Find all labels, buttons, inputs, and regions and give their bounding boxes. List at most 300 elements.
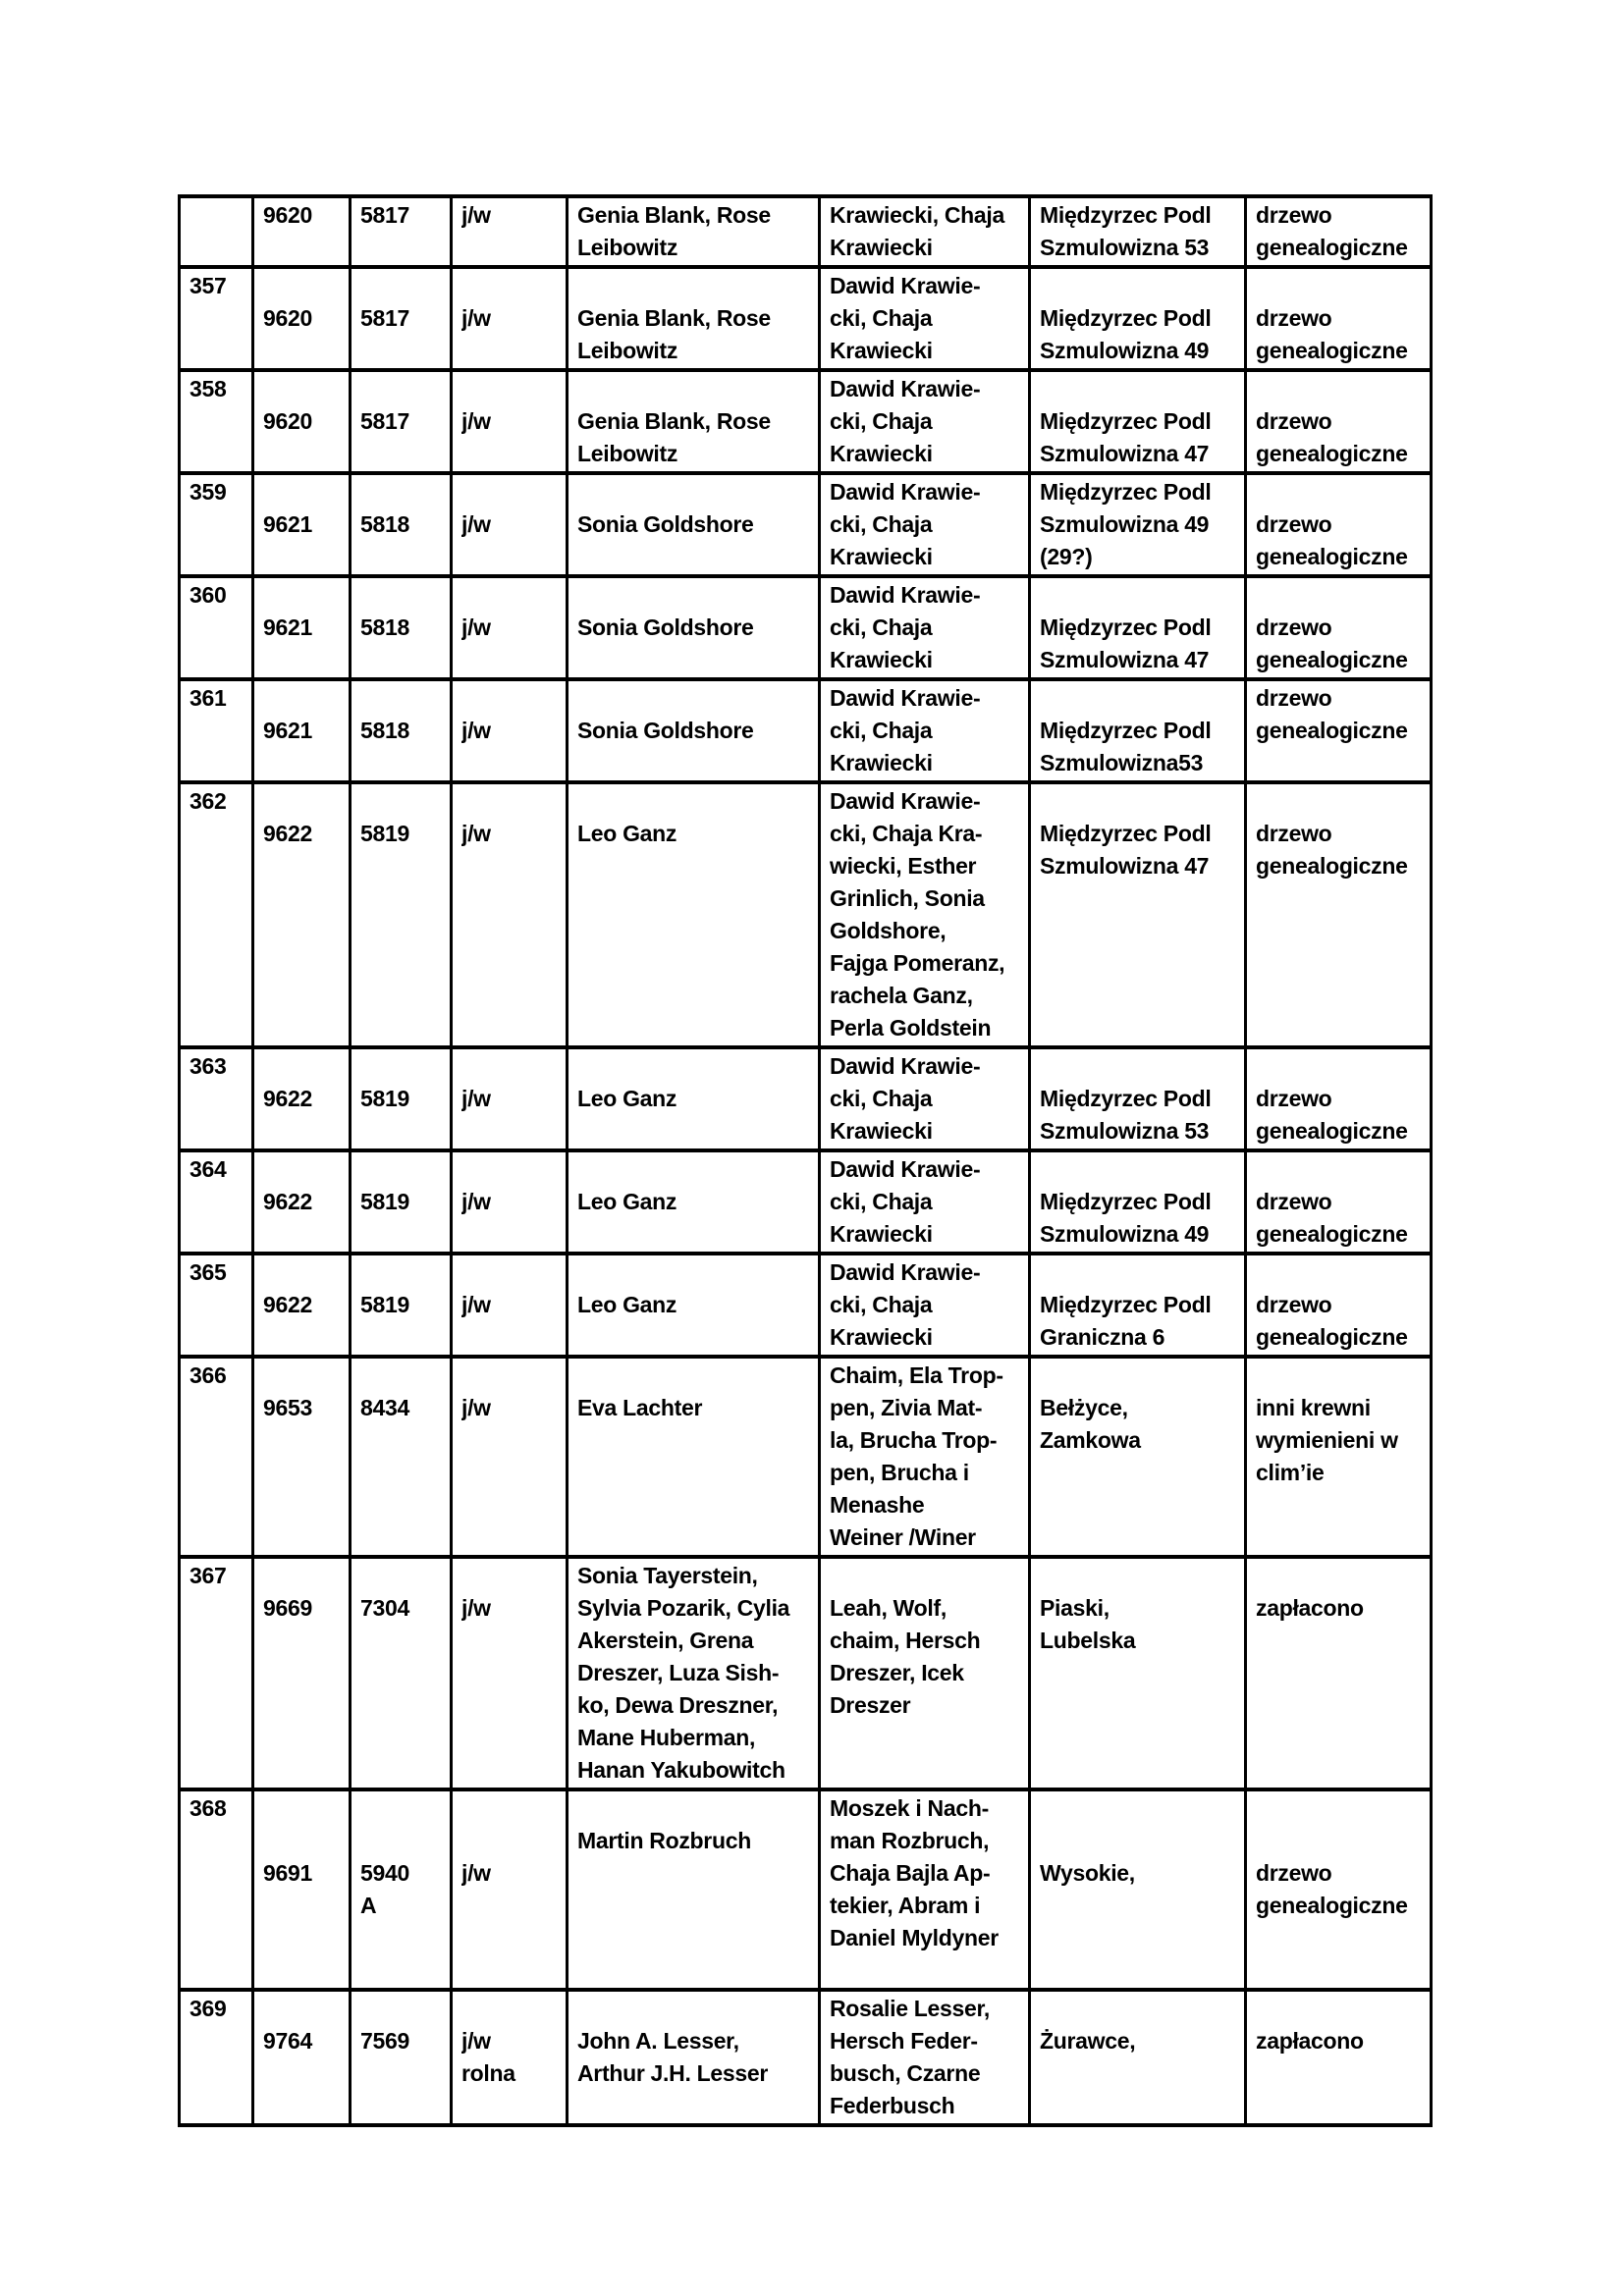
address-cell — [1030, 1789, 1246, 1990]
cell-line — [263, 1256, 340, 1289]
cell-line: 9653 — [263, 1395, 312, 1420]
cell-line: Dawid Krawie- — [830, 582, 981, 608]
cell-line — [360, 476, 441, 508]
cell-line: Międzyrzec Podl — [1040, 1189, 1212, 1214]
senders-cell — [568, 1047, 820, 1150]
type-cell — [452, 1557, 568, 1789]
cell-line: busch, Czarne — [830, 2060, 981, 2086]
cell-line: Szmulowizna53 — [1040, 750, 1204, 775]
cell-line: j/w — [461, 1086, 491, 1111]
cell-line: Arthur J.H. Lesser — [577, 2060, 768, 2086]
cell-line: j/w — [461, 2028, 491, 2054]
cell-line — [577, 1256, 809, 1289]
address-cell — [1030, 370, 1246, 473]
cell-line: 9764 — [263, 2028, 312, 2054]
address-cell — [1030, 576, 1246, 679]
cell-line: Szmulowizna 53 — [1040, 1118, 1210, 1144]
cell-line: Międzyrzec Podl — [1040, 614, 1212, 640]
cell-line: zapłacono — [1256, 1595, 1364, 1621]
cell-line: 5819 — [360, 821, 409, 846]
cell-line: j/w — [461, 1189, 491, 1214]
address-cell — [1030, 1150, 1246, 1254]
cell-line: drzewo — [1256, 305, 1332, 331]
cell-line: genealogiczne — [1256, 235, 1408, 260]
cell-line — [1256, 1560, 1421, 1592]
cell-line: rachela Ganz, — [830, 983, 973, 1008]
cell-line: drzewo — [1256, 1860, 1332, 1886]
remarks-cell — [1246, 370, 1432, 473]
table-row — [180, 267, 1432, 370]
cell-line: 9620 — [263, 408, 312, 434]
cell-line: Szmulowizna 47 — [1040, 647, 1210, 672]
cell-line: pen, Zivia Mat- — [830, 1395, 983, 1420]
row-number-cell — [180, 782, 253, 1047]
cell-line: 9620 — [263, 202, 312, 228]
cell-line — [1040, 373, 1235, 405]
cell-line: j/w — [461, 305, 491, 331]
cell-line: 365 — [189, 1259, 227, 1285]
archive-number-cell — [351, 1357, 452, 1557]
cell-line: j/w — [461, 1292, 491, 1317]
reference-number-cell — [253, 782, 351, 1047]
cell-line: ko, Dewa Dreszner, — [577, 1692, 779, 1718]
addressees-cell — [820, 267, 1030, 370]
cell-line: 369 — [189, 1996, 227, 2021]
cell-line: Sonia Goldshore — [577, 614, 754, 640]
row-number-cell — [180, 1047, 253, 1150]
cell-line — [1256, 579, 1421, 612]
reference-number-cell — [253, 1254, 351, 1357]
cell-line: Akerstein, Grena — [577, 1628, 754, 1653]
cell-line: cki, Chaja — [830, 1189, 933, 1214]
reference-number-cell — [253, 473, 351, 576]
cell-line: Lubelska — [1040, 1628, 1136, 1653]
address-cell — [1030, 1254, 1246, 1357]
cell-line: genealogiczne — [1256, 647, 1408, 672]
cell-line: 5817 — [360, 202, 409, 228]
table-row — [180, 1557, 1432, 1789]
cell-line — [461, 1825, 557, 1857]
addressees-cell — [820, 1047, 1030, 1150]
cell-line — [1256, 373, 1421, 405]
reference-number-cell — [253, 196, 351, 267]
cell-line — [360, 1560, 441, 1592]
cell-line: Szmulowizna 49 — [1040, 338, 1210, 363]
cell-line: Dreszer, Luza Sish- — [577, 1660, 780, 1685]
cell-line — [360, 373, 441, 405]
reference-number-cell — [253, 1789, 351, 1990]
cell-line: genealogiczne — [1256, 1118, 1408, 1144]
table-row — [180, 782, 1432, 1047]
archive-number-cell — [351, 1047, 452, 1150]
cell-line — [1256, 1993, 1421, 2025]
cell-line — [1040, 785, 1235, 818]
row-number-cell — [180, 267, 253, 370]
addressees-cell — [820, 1150, 1030, 1254]
cell-line: 366 — [189, 1362, 227, 1388]
cell-line — [263, 682, 340, 715]
cell-line: Goldshore, — [830, 918, 947, 943]
cell-line — [263, 579, 340, 612]
cell-line: Dawid Krawie- — [830, 1259, 981, 1285]
cell-line: Hersch Feder- — [830, 2028, 978, 2054]
cell-line — [1040, 1560, 1235, 1592]
senders-cell — [568, 1557, 820, 1789]
cell-line: Krawiecki — [830, 647, 933, 672]
cell-line: 9622 — [263, 821, 312, 846]
senders-cell — [568, 370, 820, 473]
cell-line: Leo Ganz — [577, 1189, 677, 1214]
cell-line — [461, 373, 557, 405]
cell-line: Międzyrzec Podl — [1040, 1086, 1212, 1111]
cell-line: chaim, Hersch — [830, 1628, 981, 1653]
cell-line: 7304 — [360, 1595, 409, 1621]
cell-line: Dreszer — [830, 1692, 911, 1718]
cell-line: genealogiczne — [1256, 338, 1408, 363]
cell-line — [1040, 579, 1235, 612]
address-cell — [1030, 267, 1246, 370]
cell-line — [461, 1792, 557, 1825]
type-cell — [452, 1254, 568, 1357]
cell-line: Chaim, Ela Trop- — [830, 1362, 1003, 1388]
table-row — [180, 679, 1432, 782]
cell-line — [1256, 270, 1421, 302]
remarks-cell — [1246, 267, 1432, 370]
type-cell — [452, 370, 568, 473]
cell-line: 7569 — [360, 2028, 409, 2054]
cell-line: 8434 — [360, 1395, 409, 1420]
table-row — [180, 196, 1432, 267]
cell-line: Federbusch — [830, 2093, 955, 2118]
reference-number-cell — [253, 1150, 351, 1254]
reference-number-cell — [253, 1557, 351, 1789]
remarks-cell — [1246, 1557, 1432, 1789]
senders-cell — [568, 1357, 820, 1557]
cell-line — [1256, 1825, 1421, 1857]
cell-line — [461, 1153, 557, 1186]
cell-line — [577, 476, 809, 508]
table-row — [180, 473, 1432, 576]
cell-line: Krawiecki — [830, 750, 933, 775]
cell-line — [461, 682, 557, 715]
senders-cell — [568, 267, 820, 370]
reference-number-cell — [253, 1990, 351, 2125]
cell-line: Sylvia Pozarik, Cylia — [577, 1595, 790, 1621]
table-row — [180, 370, 1432, 473]
archive-number-cell — [351, 1150, 452, 1254]
cell-line: Leah, Wolf, — [830, 1595, 947, 1621]
cell-line: rolna — [461, 2060, 515, 2086]
cell-line: cki, Chaja — [830, 305, 933, 331]
cell-line — [263, 785, 340, 818]
cell-line — [577, 1993, 809, 2025]
cell-line: 361 — [189, 685, 227, 711]
table-row — [180, 1990, 1432, 2125]
cell-line: Krawiecki — [830, 1324, 933, 1350]
cell-line: cki, Chaja — [830, 718, 933, 743]
cell-line — [360, 270, 441, 302]
cell-line — [461, 476, 557, 508]
cell-line: 5818 — [360, 511, 409, 537]
cell-line: 9691 — [263, 1860, 312, 1886]
cell-line: j/w — [461, 1860, 491, 1886]
cell-line — [461, 579, 557, 612]
cell-line: cki, Chaja — [830, 511, 933, 537]
cell-line — [461, 1050, 557, 1083]
addressees-cell — [820, 1990, 1030, 2125]
correspondence-register-table — [178, 194, 1433, 2127]
type-cell — [452, 1990, 568, 2125]
cell-line: 9621 — [263, 614, 312, 640]
cell-line — [263, 476, 340, 508]
cell-line: genealogiczne — [1256, 853, 1408, 879]
archive-number-cell — [351, 1557, 452, 1789]
addressees-cell — [820, 1357, 1030, 1557]
senders-cell — [568, 576, 820, 679]
cell-line: Leibowitz — [577, 338, 678, 363]
senders-cell — [568, 1789, 820, 1990]
cell-line: Genia Blank, Rose — [577, 408, 771, 434]
type-cell — [452, 782, 568, 1047]
senders-cell — [568, 1254, 820, 1357]
cell-line: j/w — [461, 718, 491, 743]
senders-cell — [568, 473, 820, 576]
row-number-cell — [180, 196, 253, 267]
cell-line: j/w — [461, 1595, 491, 1621]
cell-line: Sonia Goldshore — [577, 718, 754, 743]
cell-line: 9621 — [263, 718, 312, 743]
cell-line — [1256, 476, 1421, 508]
cell-line — [461, 785, 557, 818]
cell-line: zapłacono — [1256, 2028, 1364, 2054]
cell-line — [263, 270, 340, 302]
cell-line — [577, 1153, 809, 1186]
cell-line: drzewo — [1256, 821, 1332, 846]
cell-line: 5818 — [360, 718, 409, 743]
cell-line: Daniel Myldyner — [830, 1925, 999, 1950]
row-number-cell — [180, 1789, 253, 1990]
cell-line — [461, 1560, 557, 1592]
cell-line: genealogiczne — [1256, 718, 1408, 743]
cell-line — [1256, 1153, 1421, 1186]
cell-line: drzewo — [1256, 614, 1332, 640]
type-cell — [452, 473, 568, 576]
cell-line: cki, Chaja — [830, 408, 933, 434]
cell-line — [1256, 1792, 1421, 1825]
addressees-cell — [820, 782, 1030, 1047]
cell-line: Międzyrzec Podl — [1040, 1292, 1212, 1317]
addressees-cell — [820, 1254, 1030, 1357]
cell-line — [360, 1792, 441, 1825]
cell-line: 9622 — [263, 1292, 312, 1317]
cell-line — [577, 1792, 809, 1825]
cell-line: Szmulowizna 47 — [1040, 441, 1210, 466]
cell-line: Graniczna 6 — [1040, 1324, 1165, 1350]
cell-line: j/w — [461, 1395, 491, 1420]
cell-line: genealogiczne — [1256, 1893, 1408, 1918]
senders-cell — [568, 1990, 820, 2125]
senders-cell — [568, 679, 820, 782]
cell-line — [1040, 1360, 1235, 1392]
addressees-cell — [820, 1789, 1030, 1990]
cell-line: Piaski, — [1040, 1595, 1110, 1621]
cell-line: Weiner /Winer — [830, 1524, 976, 1550]
remarks-cell — [1246, 1990, 1432, 2125]
cell-line: man Rozbruch, — [830, 1828, 990, 1853]
cell-line: John A. Lesser, — [577, 2028, 739, 2054]
cell-line — [830, 1560, 1019, 1592]
cell-line: 357 — [189, 273, 227, 298]
cell-line: Krawiecki, Chaja — [830, 202, 1005, 228]
cell-line: Krawiecki — [830, 338, 933, 363]
cell-line: Rosalie Lesser, — [830, 1996, 990, 2021]
cell-line: 9620 — [263, 305, 312, 331]
cell-line — [263, 1993, 340, 2025]
archive-number-cell — [351, 1990, 452, 2125]
cell-line — [1256, 785, 1421, 818]
senders-cell — [568, 1150, 820, 1254]
cell-line: 9621 — [263, 511, 312, 537]
cell-line: 9622 — [263, 1086, 312, 1111]
remarks-cell — [1246, 473, 1432, 576]
cell-line: pen, Brucha i — [830, 1460, 969, 1485]
cell-line: Krawiecki — [830, 441, 933, 466]
archive-number-cell — [351, 1254, 452, 1357]
cell-line: Genia Blank, Rose — [577, 305, 771, 331]
archive-number-cell — [351, 473, 452, 576]
cell-line: Moszek i Nach- — [830, 1795, 989, 1821]
cell-line: Krawiecki — [830, 544, 933, 569]
archive-number-cell — [351, 576, 452, 679]
reference-number-cell — [253, 267, 351, 370]
cell-line: Międzyrzec Podl — [1040, 718, 1212, 743]
remarks-cell — [1246, 1254, 1432, 1357]
cell-line: drzewo — [1256, 511, 1332, 537]
cell-line: Leibowitz — [577, 235, 678, 260]
cell-line: Dawid Krawie- — [830, 685, 981, 711]
cell-line: Szmulowizna 49 — [1040, 1221, 1210, 1247]
cell-line: wiecki, Esther — [830, 853, 977, 879]
cell-line: A — [360, 1893, 377, 1918]
type-cell — [452, 1150, 568, 1254]
cell-line — [461, 1256, 557, 1289]
cell-line — [1256, 1256, 1421, 1289]
table-row — [180, 1047, 1432, 1150]
cell-line: j/w — [461, 614, 491, 640]
row-number-cell — [180, 576, 253, 679]
archive-number-cell — [351, 679, 452, 782]
reference-number-cell — [253, 1357, 351, 1557]
address-cell — [1030, 1990, 1246, 2125]
cell-line: Eva Lachter — [577, 1395, 703, 1420]
cell-line: 368 — [189, 1795, 227, 1821]
cell-line — [461, 1360, 557, 1392]
cell-line: Dawid Krawie- — [830, 1053, 981, 1079]
cell-line: Wysokie, — [1040, 1860, 1135, 1886]
type-cell — [452, 1047, 568, 1150]
row-number-cell — [180, 1990, 253, 2125]
cell-line — [1040, 1792, 1235, 1825]
cell-line — [577, 1360, 809, 1392]
cell-line: Dawid Krawie- — [830, 1156, 981, 1182]
cell-line — [1040, 1993, 1235, 2025]
cell-line: Martin Rozbruch — [577, 1828, 751, 1853]
archive-number-cell — [351, 1789, 452, 1990]
cell-line: genealogiczne — [1256, 1324, 1408, 1350]
type-cell — [452, 1357, 568, 1557]
cell-line: Bełżyce, — [1040, 1395, 1128, 1420]
cell-line: j/w — [461, 821, 491, 846]
cell-line: j/w — [461, 408, 491, 434]
cell-line: Krawiecki — [830, 1118, 933, 1144]
cell-line — [1040, 1050, 1235, 1083]
remarks-cell — [1246, 576, 1432, 679]
cell-line: inni krewni — [1256, 1395, 1371, 1420]
cell-line — [263, 1792, 340, 1825]
cell-line — [263, 1153, 340, 1186]
cell-line: 5819 — [360, 1189, 409, 1214]
reference-number-cell — [253, 370, 351, 473]
cell-line: genealogiczne — [1256, 544, 1408, 569]
address-cell — [1030, 473, 1246, 576]
cell-line: Międzyrzec Podl — [1040, 479, 1212, 505]
cell-line — [360, 785, 441, 818]
address-cell — [1030, 1047, 1246, 1150]
addressees-cell — [820, 473, 1030, 576]
cell-line — [577, 270, 809, 302]
cell-line — [577, 785, 809, 818]
cell-line — [1256, 1050, 1421, 1083]
addressees-cell — [820, 1557, 1030, 1789]
address-cell — [1030, 679, 1246, 782]
cell-line: cki, Chaja — [830, 1292, 933, 1317]
row-number-cell — [180, 679, 253, 782]
addressees-cell — [820, 679, 1030, 782]
cell-line: Międzyrzec Podl — [1040, 202, 1212, 228]
cell-line — [461, 1993, 557, 2025]
cell-line: Leibowitz — [577, 441, 678, 466]
cell-line: Leo Ganz — [577, 821, 677, 846]
cell-line: Dawid Krawie- — [830, 479, 981, 505]
row-number-cell — [180, 1557, 253, 1789]
cell-line: 9669 — [263, 1595, 312, 1621]
row-number-cell — [180, 473, 253, 576]
cell-line — [830, 1954, 1019, 1987]
cell-line: drzewo — [1256, 1086, 1332, 1111]
cell-line: Fajga Pomeranz, — [830, 950, 1005, 976]
remarks-cell — [1246, 196, 1432, 267]
remarks-cell — [1246, 1789, 1432, 1990]
archive-number-cell — [351, 370, 452, 473]
cell-line: 5817 — [360, 408, 409, 434]
table-row — [180, 1357, 1432, 1557]
cell-line: Międzyrzec Podl — [1040, 821, 1212, 846]
cell-line: 5940 — [360, 1860, 409, 1886]
reference-number-cell — [253, 1047, 351, 1150]
cell-line — [263, 1360, 340, 1392]
senders-cell — [568, 782, 820, 1047]
senders-cell — [568, 196, 820, 267]
cell-line: Leo Ganz — [577, 1086, 677, 1111]
cell-line: clim’ie — [1256, 1460, 1325, 1485]
cell-line: 364 — [189, 1156, 227, 1182]
cell-line — [360, 1050, 441, 1083]
cell-line: (29?) — [1040, 544, 1093, 569]
cell-line: 367 — [189, 1563, 227, 1588]
cell-line — [1040, 1825, 1235, 1857]
cell-line: 5817 — [360, 305, 409, 331]
cell-line: Międzyrzec Podl — [1040, 305, 1212, 331]
